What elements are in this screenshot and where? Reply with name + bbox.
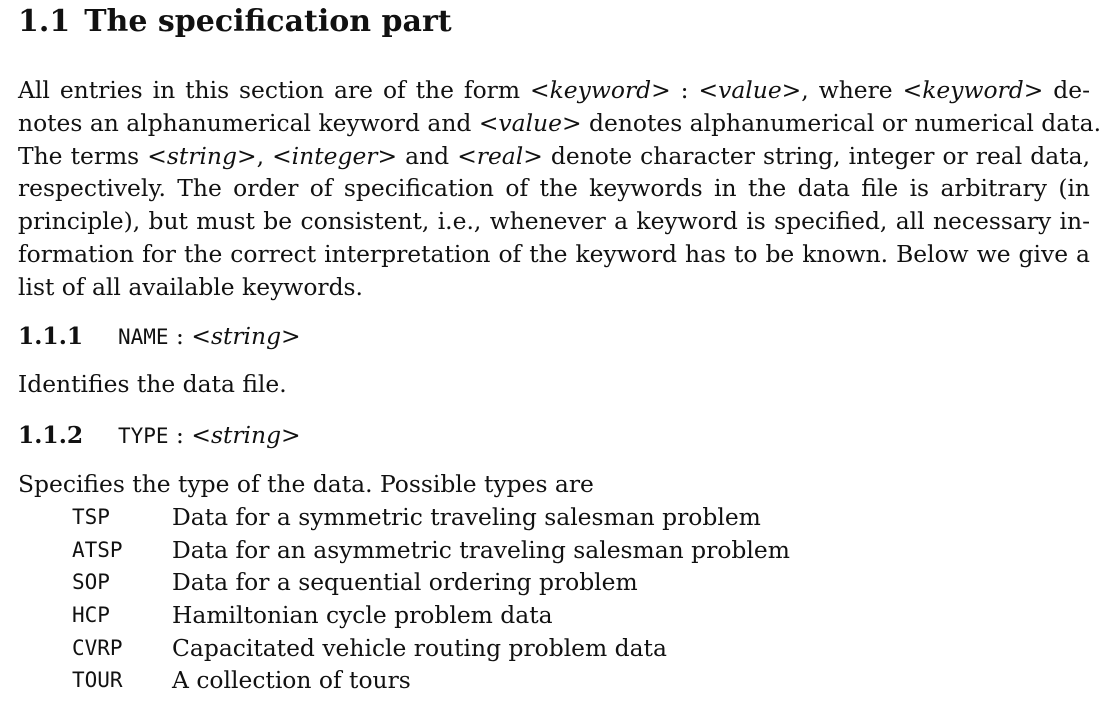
integer-placeholder: <integer> — [272, 141, 398, 170]
intro-paragraph — [18, 74, 1101, 304]
type-code: SOP — [72, 570, 110, 595]
type-code: ATSP — [72, 537, 123, 562]
intro-line: All entries in this section are of the form <keyword> : <value>, where <keyword> de- — [18, 76, 1091, 104]
type-list — [72, 501, 790, 697]
subsection-heading-type: 1.1.2 TYPE : <string> — [18, 421, 301, 449]
section-number: 1.1 — [18, 4, 71, 39]
intro-line: respectively. The order of specification of the keywords in the data file is arbitrary (in — [18, 174, 1090, 203]
subsection-heading-name: 1.1.1 NAME : <string> — [18, 322, 301, 350]
type-row — [72, 631, 790, 664]
subsection-description: Specifies the type of the data. Possible types are — [18, 470, 594, 498]
type-code: TOUR — [72, 668, 123, 693]
intro-line: list of all available keywords. — [18, 272, 363, 301]
value-placeholder: <string> — [191, 421, 301, 449]
keyword-placeholder: <keyword> — [530, 76, 671, 104]
keyword-placeholder: <keyword> — [902, 76, 1044, 104]
type-description: Data for a sequential ordering problem — [172, 568, 638, 597]
value-placeholder: <value> — [698, 76, 802, 104]
intro-line: notes an alphanumerical keyword and <value> denotes alphanumerical or numerical data. — [18, 108, 1101, 137]
value-placeholder: <value> — [478, 108, 582, 137]
intro-line: formation for the correct interpretation of the keyword has to be known. Below we give a — [18, 239, 1090, 268]
type-row — [72, 501, 790, 534]
value-placeholder: <string> — [191, 322, 301, 350]
type-code: TSP — [72, 505, 110, 530]
type-row — [72, 664, 790, 697]
subsection-description: Identifies the data file. — [18, 370, 287, 398]
type-description: Data for a symmetric traveling salesman problem — [172, 503, 761, 532]
string-placeholder: <string> — [147, 141, 257, 170]
subsection-number: 1.1.1 — [18, 322, 84, 350]
real-placeholder: <real> — [457, 141, 543, 170]
type-row — [72, 566, 790, 599]
type-row — [72, 534, 790, 567]
type-code: CVRP — [72, 635, 123, 660]
type-description: Data for an asymmetric traveling salesman problem — [172, 535, 790, 564]
type-description: Hamiltonian cycle problem data — [172, 601, 553, 630]
type-code: HCP — [72, 603, 110, 628]
section-heading — [18, 2, 452, 42]
subsection-number: 1.1.2 — [18, 421, 84, 449]
section-title: The specification part — [84, 4, 452, 39]
intro-line: principle), but must be consistent, i.e., whenever a keyword is specified, all necessary in- — [18, 207, 1090, 236]
type-description: Capacitated vehicle routing problem data — [172, 633, 667, 662]
keyword-name: NAME — [118, 325, 169, 349]
type-description: A collection of tours — [172, 666, 411, 695]
keyword-type: TYPE — [118, 424, 169, 448]
intro-line: The terms <string>, <integer> and <real> denote character string, integer or real data, — [18, 141, 1091, 170]
type-row — [72, 599, 790, 632]
